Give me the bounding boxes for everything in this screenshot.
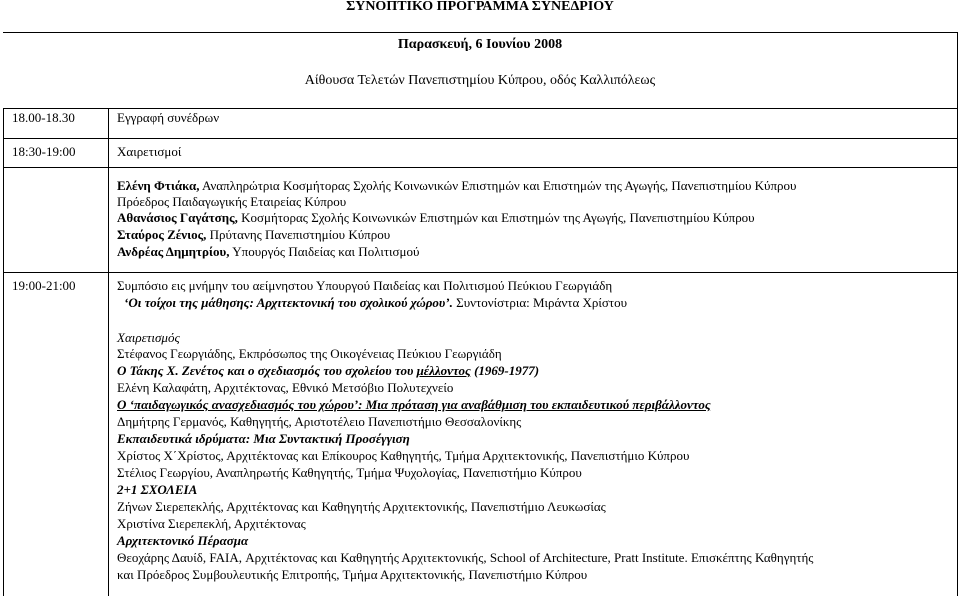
session-title-underlined: μέλλοντος	[416, 363, 471, 378]
session-speaker: Ελένη Καλαφάτη, Αρχιτέκτονας, Εθνικό Μετσόβιο Πολυτεχνείο	[117, 380, 454, 395]
session-title-years: (1969-1977)	[470, 363, 540, 378]
speaker-role: Κοσμήτορας Σχολής Κοινωνικών Επιστημών και Επιστημών της Αγωγής, Πανεπιστημίου Κύπρου	[237, 210, 755, 225]
time-greetings: 18:30-19:00	[12, 144, 76, 159]
session-title	[117, 363, 539, 379]
time-symposium: 19:00-21:00	[12, 278, 76, 293]
session-title: Εκπαιδευτικά ιδρύματα: Μια Συντακτική Προσέγγιση	[117, 431, 410, 446]
table-left-border	[3, 108, 4, 596]
time-registration: 18.00-18.30	[12, 110, 75, 125]
symposium-theme: ‘Οι τοίχοι της μάθησης: Αρχιτεκτονική του σχολικού χώρου’.	[124, 295, 453, 310]
session-speaker: Δημήτρης Γερμανός, Καθηγητής, Αριστοτέλειο Πανεπιστήμιο Θεσσαλονίκης	[117, 414, 522, 429]
row-divider	[3, 272, 957, 273]
speaker-role: Αναπληρώτρια Κοσμήτορας Σχολής Κοινωνικών Επιστημών και Επιστημών της Αγωγής, Πανεπιστημίου Κύπρου	[199, 178, 797, 193]
speaker-name: Ανδρέας Δημητρίου,	[117, 244, 230, 259]
speaker-line	[117, 178, 796, 194]
session-speaker: Ζήνων Σιερεπεκλής, Αρχιτέκτονας και Καθηγητής Αρχιτεκτονικής, Πανεπιστήμιο Λευκωσίας	[117, 499, 606, 514]
registration-label: Εγγραφή συνέδρων	[117, 110, 220, 125]
speaker-name: Ελένη Φτιάκα,	[117, 178, 200, 193]
speaker-line	[117, 210, 755, 226]
symposium-title: Συμπόσιο εις μνήμην του αείμνηστου Υπουργού Παιδείας και Πολιτισμού Πεύκιου Γεωργιάδη	[117, 278, 613, 293]
table-top-border	[3, 32, 957, 33]
event-date: Παρασκευή, 6 Ιουνίου 2008	[397, 37, 563, 52]
speaker-name: Αθανάσιος Γαγάτσης,	[117, 210, 238, 225]
row-divider	[3, 138, 957, 139]
session-speaker: και Πρόεδρος Συμβουλευτικής Επιτροπής, Τμήμα Αρχιτεκτονικής, Πανεπιστήμιο Κύπρου	[117, 567, 588, 582]
session-title: Ο ‘παιδαγωγικός ανασχεδιασμός του χώρου’: Μια πρόταση για αναβάθμιση του εκπαιδευτικού περιβάλλοντος	[117, 397, 711, 412]
document-title: ΣΥΝΟΠΤΙΚΟ ΠΡΟΓΡΑΜΜΑ ΣΥΝΕΔΡΙΟΥ	[346, 0, 614, 14]
session-speaker: Χρίστος Χ΄Χρίστος, Αρχιτέκτονας και Επίκουρος Καθηγητής, Τμήμα Αρχιτεκτονικής, Πανεπιστήμιο Κύπρου	[117, 448, 690, 463]
session-speaker: Στέλιος Γεωργίου, Αναπληρωτής Καθηγητής, Τμήμα Ψυχολογίας, Πανεπιστήμιο Κύπρου	[117, 465, 582, 480]
session-speaker: Θεοχάρης Δαυίδ, FAIA, Αρχιτέκτονας και Καθηγητής Αρχιτεκτονικής, School of Architecture, Pratt Institute. Επισκέπτης Καθηγητής	[117, 550, 814, 565]
event-venue: Αίθουσα Τελετών Πανεπιστημίου Κύπρου, οδός Καλλιπόλεως	[304, 73, 656, 88]
speaker-line	[117, 227, 390, 243]
session-speaker: Στέφανος Γεωργιάδης, Εκπρόσωπος της Οικογένειας Πεύκιου Γεωργιάδη	[117, 346, 502, 361]
session-title: Αρχιτεκτονικό Πέρασμα	[117, 533, 249, 548]
greetings-label: Χαιρετισμοί	[117, 144, 182, 159]
column-divider	[108, 108, 109, 596]
session-title: Χαιρετισμός	[117, 330, 180, 345]
session-title: 2+1 ΣΧΟΛΕΙΑ	[117, 482, 198, 497]
table-right-border	[957, 32, 958, 596]
session-title-text: Ο Τάκης Χ. Ζενέτος και ο σχεδιασμός του σχολείου του	[117, 363, 417, 378]
speaker-role: Υπουργός Παιδείας και Πολιτισμού	[229, 244, 420, 259]
speaker-role-line: Πρόεδρος Παιδαγωγικής Εταιρείας Κύπρου	[117, 194, 347, 209]
speaker-role: Πρύτανης Πανεπιστημίου Κύπρου	[206, 227, 391, 242]
speaker-name: Σταύρος Ζένιος,	[117, 227, 207, 242]
symposium-theme-line	[124, 295, 627, 311]
speaker-line	[117, 244, 419, 260]
row-divider	[3, 167, 957, 168]
session-speaker: Χριστίνα Σιερεπεκλή, Αρχιτέκτονας	[117, 516, 306, 531]
coordinator: Συντονίστρια: Μιράντα Χρίστου	[452, 295, 628, 310]
row-divider	[3, 108, 957, 109]
